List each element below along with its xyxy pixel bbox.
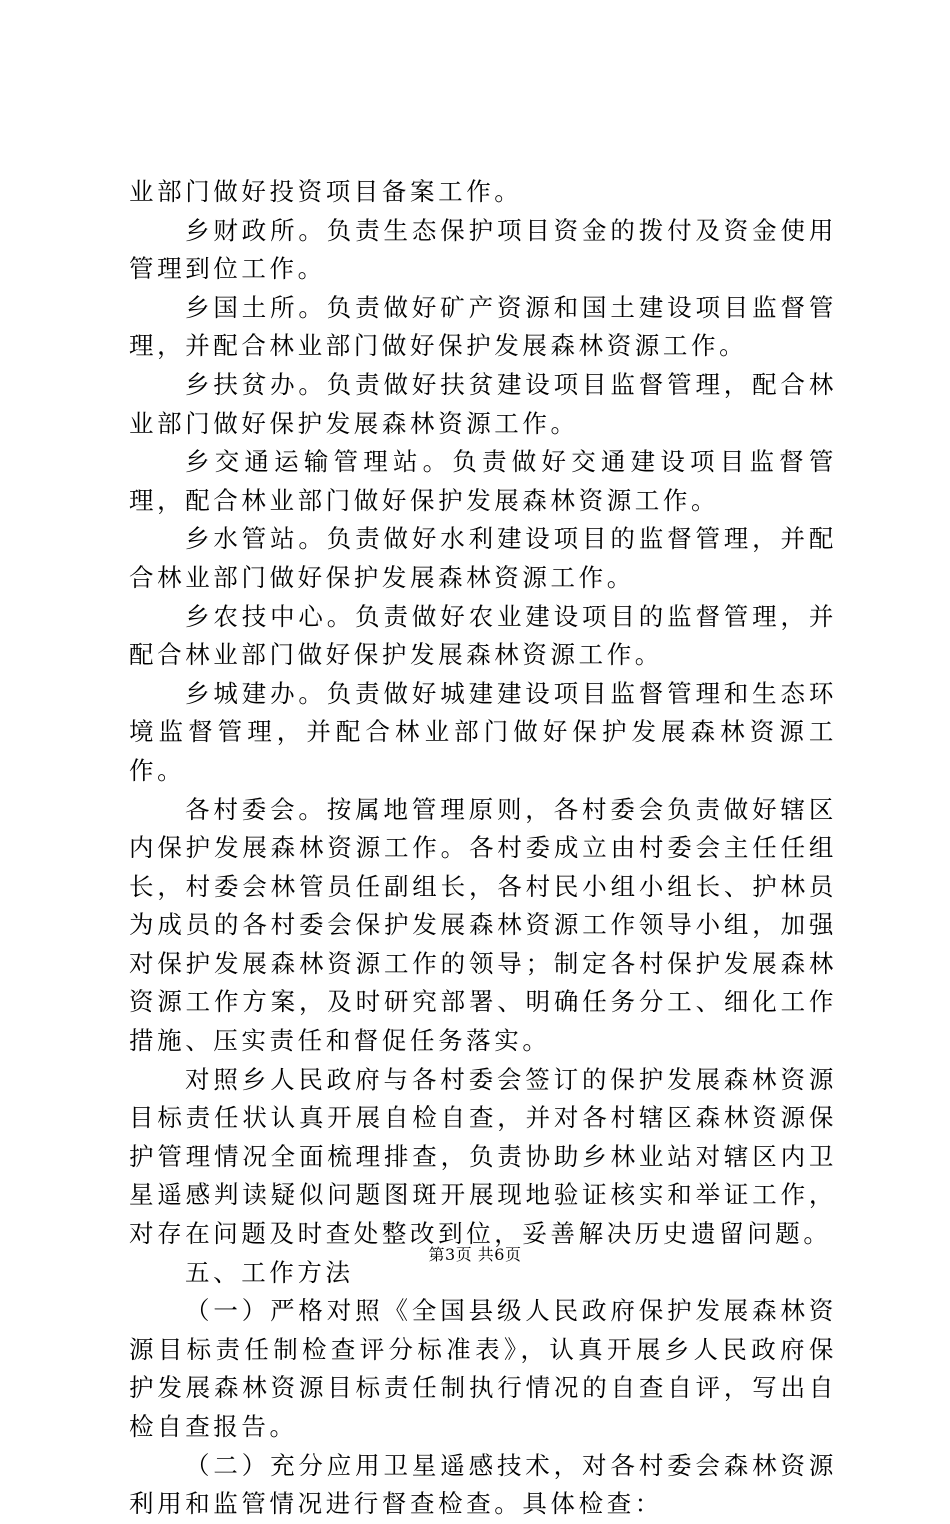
paragraph-6: 乡水管站。负责做好水利建设项目的监督管理，并配合林业部门做好保护发展森林资源工作。 bbox=[129, 524, 837, 592]
paragraph-5: 乡交通运输管理站。负责做好交通建设项目监督管理，配合林业部门做好保护发展森林资源工作。 bbox=[129, 447, 837, 515]
paragraph-4: 乡扶贫办。负责做好扶贫建设项目监督管理，配合林业部门做好保护发展森林资源工作。 bbox=[129, 369, 837, 438]
document-body bbox=[129, 173, 837, 1524]
paragraph-8: 乡城建办。负责做好城建建设项目监督管理和生态环境监督管理，并配合林业部门做好保护发展森林资源工作。 bbox=[129, 678, 837, 785]
paragraph-2: 乡财政所。负责生态保护项目资金的拨付及资金使用管理到位工作。 bbox=[129, 215, 837, 284]
paragraph-12: （一）严格对照《全国县级人民政府保护发展森林资源目标责任制检查评分标准表》，认真开展乡人民政府保护发展森林资源目标责任制执行情况的自查自评，写出自检自查报告。 bbox=[129, 1296, 837, 1441]
section-heading-work-methods: 五、工作方法 bbox=[185, 1257, 354, 1287]
paragraph-9: 各村委会。按属地管理原则，各村委会负责做好辖区内保护发展森林资源工作。各村委成立由村委会主任任组长，村委会林管员任副组长，各村民小组小组长、护林员为成员的各村委会保护发展森林资源工作领导小组，加强对保护发展森林资源工作的领导；制定各村保护发展森林资源工作方案，及时研究部署、明确任务分工、细化工作措施、压实责任和督促任务落实。 bbox=[129, 794, 837, 1056]
paragraph-7: 乡农技中心。负责做好农业建设项目的监督管理，并配合林业部门做好保护发展森林资源工作。 bbox=[129, 601, 837, 670]
paragraph-3: 乡国土所。负责做好矿产资源和国土建设项目监督管理，并配合林业部门做好保护发展森林资源工作。 bbox=[129, 292, 837, 361]
paragraph-13: （二）充分应用卫星遥感技术，对各村委会森林资源利用和监管情况进行督查检查。具体检查： bbox=[129, 1450, 837, 1519]
paragraph-1: 业部门做好投资项目备案工作。 bbox=[129, 177, 523, 206]
paragraph-10: 对照乡人民政府与各村委会签订的保护发展森林资源目标责任状认真开展自检自查，并对各村辖区森林资源保护管理情况全面梳理排查，负责协助乡林业站对辖区内卫星遥感判读疑似问题图斑开展现地验证核实和举证工作，对存在问题及时查处整改到位，妥善解决历史遗留问题。 bbox=[129, 1064, 837, 1249]
page-number-footer: 第3页 共6页 bbox=[428, 1245, 522, 1264]
